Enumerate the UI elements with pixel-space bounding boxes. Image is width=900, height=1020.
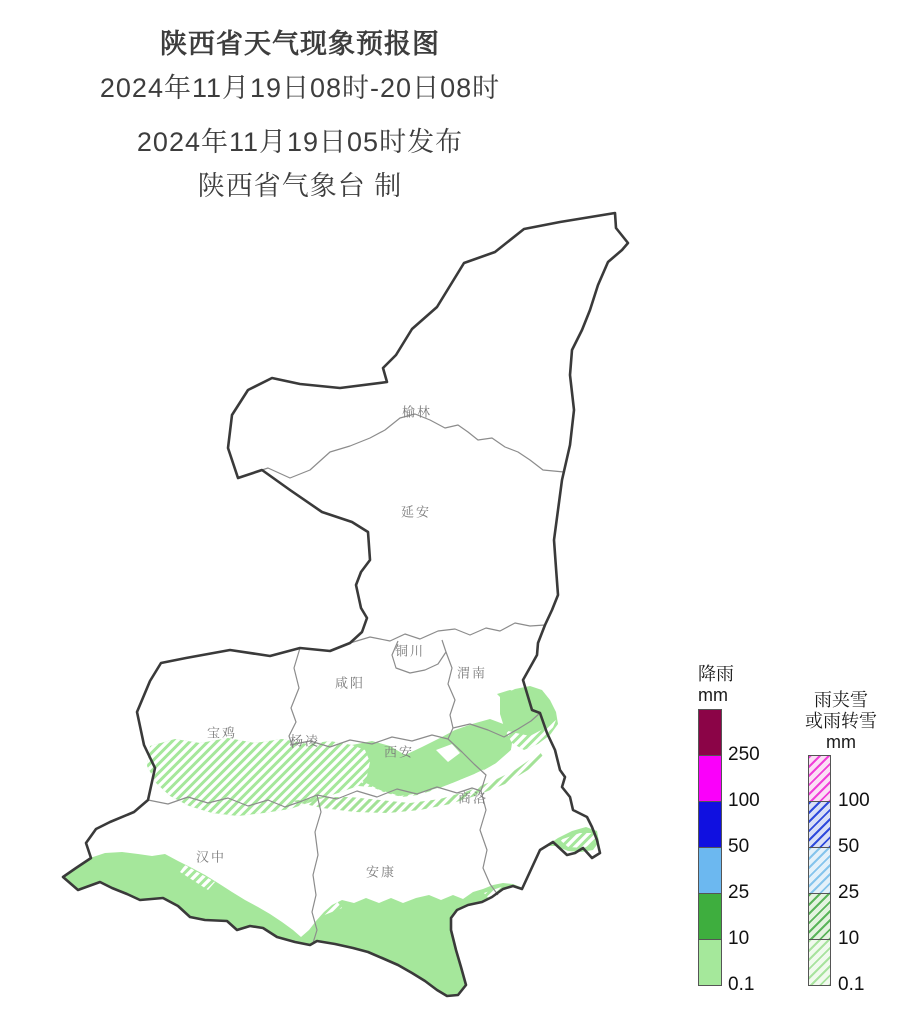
city-label: 延安 <box>400 504 432 520</box>
city-label: 安康 <box>365 864 397 880</box>
city-label: 商洛 <box>457 790 489 806</box>
legend-sleet-title-line2: 或雨转雪 <box>805 711 877 731</box>
legend-rain-unit: mm <box>698 685 728 705</box>
legend-sleet-bar <box>808 755 886 995</box>
legend-segment <box>808 801 860 857</box>
border-yanan-south <box>350 623 545 643</box>
legend-rain-bar <box>698 709 760 995</box>
issuer: 陕西省气象台 制 <box>197 171 403 201</box>
city-label: 咸阳 <box>334 675 366 691</box>
legend-segment <box>808 939 865 995</box>
legend-segment-label: 0.1 <box>728 974 755 995</box>
city-label: 渭南 <box>456 665 488 681</box>
legend-segment <box>808 893 860 949</box>
legend-segment-label: 250 <box>728 744 760 765</box>
legend-segment <box>698 801 750 857</box>
legend-segment <box>698 847 750 903</box>
legend-segment <box>698 709 760 765</box>
border-yulin-yanan <box>238 414 564 478</box>
city-label: 榆林 <box>401 404 433 420</box>
legend-segment-label: 10 <box>728 928 750 949</box>
legend-segment-label: 100 <box>838 790 870 811</box>
legend-segment-label: 25 <box>728 882 750 903</box>
legend-segment <box>808 755 870 811</box>
legend-segment-label: 10 <box>838 928 860 949</box>
legend-sleet-title-line1: 雨夹雪 <box>814 690 868 710</box>
legend-segment <box>808 847 860 903</box>
legend-rain <box>698 664 760 995</box>
border-shangluo-ankang <box>480 791 498 895</box>
city-label: 杨凌 <box>289 733 321 749</box>
forecast-period: 2024年11月19日08时-20日08时 <box>99 73 501 103</box>
rain-area-group <box>63 686 599 996</box>
legend-segment <box>698 755 760 811</box>
border-xianyang-weinan <box>446 652 455 728</box>
city-label: 铜川 <box>394 643 426 659</box>
legend-segment-label: 0.1 <box>838 974 865 995</box>
legend-segment-label: 25 <box>838 882 860 903</box>
legend-segment-label: 50 <box>728 836 750 857</box>
legend-segment <box>698 893 750 949</box>
legend-sleet-unit: mm <box>826 732 856 752</box>
city-label: 宝鸡 <box>206 725 238 741</box>
legend-segment <box>698 939 755 995</box>
legend-segment-label: 50 <box>838 836 860 857</box>
city-label: 汉中 <box>195 849 227 865</box>
rain-area-south-band <box>63 852 523 996</box>
issue-time: 2024年11月19日05时发布 <box>136 127 464 157</box>
city-label: 西安 <box>383 744 415 760</box>
legend-sleet <box>796 690 886 995</box>
legend-segment-label: 100 <box>728 790 760 811</box>
legend-rain-title: 降雨 <box>698 664 734 684</box>
map-title: 陕西省天气现象预报图 <box>160 29 440 59</box>
